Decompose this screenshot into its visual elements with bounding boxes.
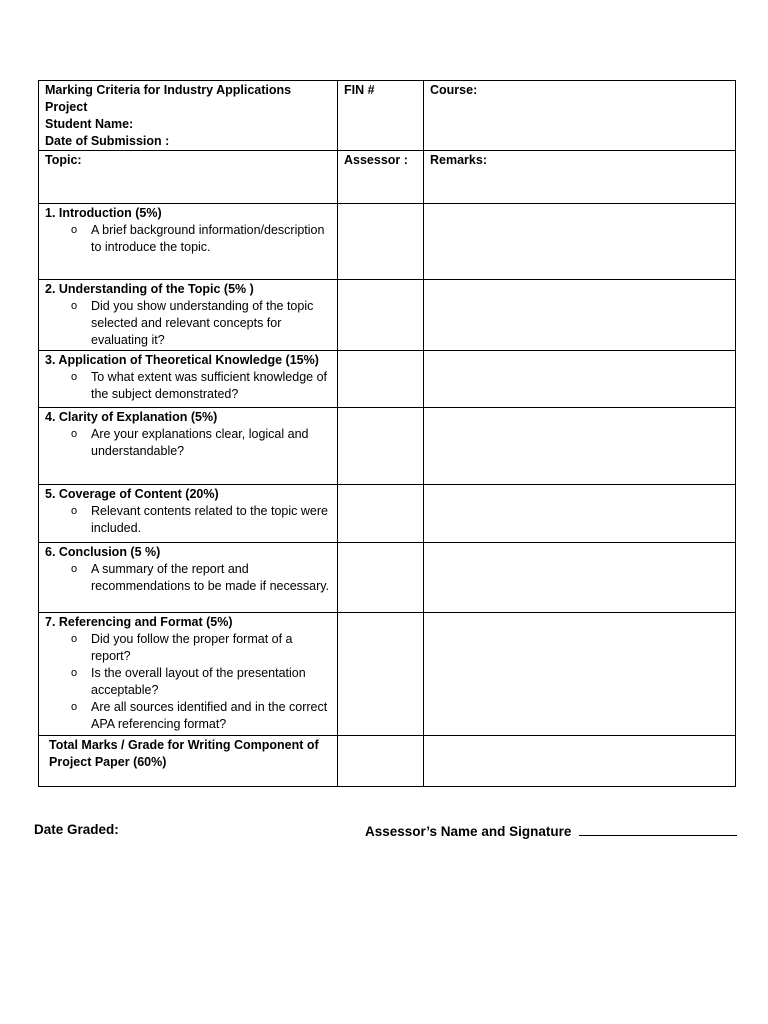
- assessor-label: Assessor :: [344, 153, 408, 167]
- marks-cell[interactable]: [338, 351, 424, 408]
- remarks-entry-cell[interactable]: [424, 485, 736, 543]
- marks-cell[interactable]: [338, 543, 424, 613]
- circle-bullet-icon: o: [71, 300, 78, 312]
- circle-bullet-icon: o: [71, 563, 78, 575]
- assessor-signature-label: Assessor’s Name and Signature: [365, 824, 572, 839]
- criterion-question: o Is the overall layout of the presentation acceptable?: [71, 666, 306, 697]
- signature-line[interactable]: [579, 822, 737, 836]
- criterion-title: 6. Conclusion (5 %): [45, 545, 161, 559]
- criterion-cell: [39, 485, 338, 543]
- circle-bullet-icon: o: [71, 667, 78, 679]
- course-cell[interactable]: [424, 81, 736, 151]
- criterion-cell: [39, 613, 338, 736]
- header-info-cell: [39, 81, 338, 151]
- submission-date-label: Date of Submission :: [45, 134, 170, 148]
- remarks-entry-cell[interactable]: [424, 408, 736, 485]
- criterion-title: 5. Coverage of Content (20%): [45, 487, 219, 501]
- criterion-row: [39, 204, 736, 280]
- remarks-entry-cell[interactable]: [424, 280, 736, 351]
- criterion-row: [39, 351, 736, 408]
- remarks-cell[interactable]: [424, 151, 736, 204]
- marks-cell[interactable]: [338, 204, 424, 280]
- form-title: Marking Criteria for Industry Applications Project: [45, 83, 292, 114]
- criterion-row: [39, 408, 736, 485]
- topic-label: Topic:: [45, 153, 82, 167]
- course-label: Course:: [430, 83, 478, 97]
- fin-label: FIN #: [344, 83, 375, 97]
- total-cell: [39, 736, 338, 787]
- criterion-cell: [39, 280, 338, 351]
- criterion-title: 4. Clarity of Explanation (5%): [45, 410, 218, 424]
- circle-bullet-icon: o: [71, 633, 78, 645]
- topic-cell[interactable]: [39, 151, 338, 204]
- marks-cell[interactable]: [338, 408, 424, 485]
- circle-bullet-icon: o: [71, 701, 78, 713]
- criterion-question: o Did you show understanding of the topic selected and relevant concepts for evaluating it?: [71, 299, 314, 347]
- total-remarks-cell[interactable]: [424, 736, 736, 787]
- criterion-question: o A brief background information/description to introduce the topic.: [71, 223, 325, 254]
- criterion-question: o Did you follow the proper format of a report?: [71, 632, 293, 663]
- criterion-title: 1. Introduction (5%): [45, 206, 162, 220]
- circle-bullet-icon: o: [71, 505, 78, 517]
- fin-cell[interactable]: [338, 81, 424, 151]
- total-label: Total Marks / Grade for Writing Component of Project Paper (60%): [49, 738, 319, 769]
- criterion-title: 2. Understanding of the Topic (5% ): [45, 282, 254, 296]
- circle-bullet-icon: o: [71, 428, 78, 440]
- criterion-question: o Are your explanations clear, logical and understandable?: [71, 427, 309, 458]
- criterion-row: [39, 485, 736, 543]
- marks-cell[interactable]: [338, 613, 424, 736]
- remarks-entry-cell[interactable]: [424, 204, 736, 280]
- rubric-table: [38, 80, 736, 787]
- circle-bullet-icon: o: [71, 224, 78, 236]
- circle-bullet-icon: o: [71, 371, 78, 383]
- criterion-row: [39, 280, 736, 351]
- header-row: [39, 81, 736, 151]
- criterion-question: o Are all sources identified and in the correct APA referencing format?: [71, 700, 328, 731]
- criterion-question: o Relevant contents related to the topic were included.: [71, 504, 328, 535]
- assessor-signature-block: [365, 822, 737, 839]
- criterion-title: 7. Referencing and Format (5%): [45, 615, 233, 629]
- criterion-cell: [39, 408, 338, 485]
- remarks-entry-cell[interactable]: [424, 543, 736, 613]
- total-marks-cell[interactable]: [338, 736, 424, 787]
- criterion-row: [39, 543, 736, 613]
- marks-cell[interactable]: [338, 280, 424, 351]
- topic-row: [39, 151, 736, 204]
- criterion-cell: [39, 351, 338, 408]
- remarks-entry-cell[interactable]: [424, 613, 736, 736]
- remarks-entry-cell[interactable]: [424, 351, 736, 408]
- criterion-cell: [39, 204, 338, 280]
- criterion-title: 3. Application of Theoretical Knowledge (15%): [45, 353, 319, 367]
- student-name-label: Student Name:: [45, 117, 134, 131]
- marks-cell[interactable]: [338, 485, 424, 543]
- assessor-cell[interactable]: [338, 151, 424, 204]
- criterion-question: o A summary of the report and recommendations to be made if necessary.: [71, 562, 330, 593]
- total-row: [39, 736, 736, 787]
- date-graded-label: Date Graded:: [34, 822, 119, 837]
- criterion-cell: [39, 543, 338, 613]
- remarks-label: Remarks:: [430, 153, 487, 167]
- criterion-question: o To what extent was sufficient knowledge of the subject demonstrated?: [71, 370, 328, 401]
- criterion-row: [39, 613, 736, 736]
- marking-rubric: [38, 80, 735, 768]
